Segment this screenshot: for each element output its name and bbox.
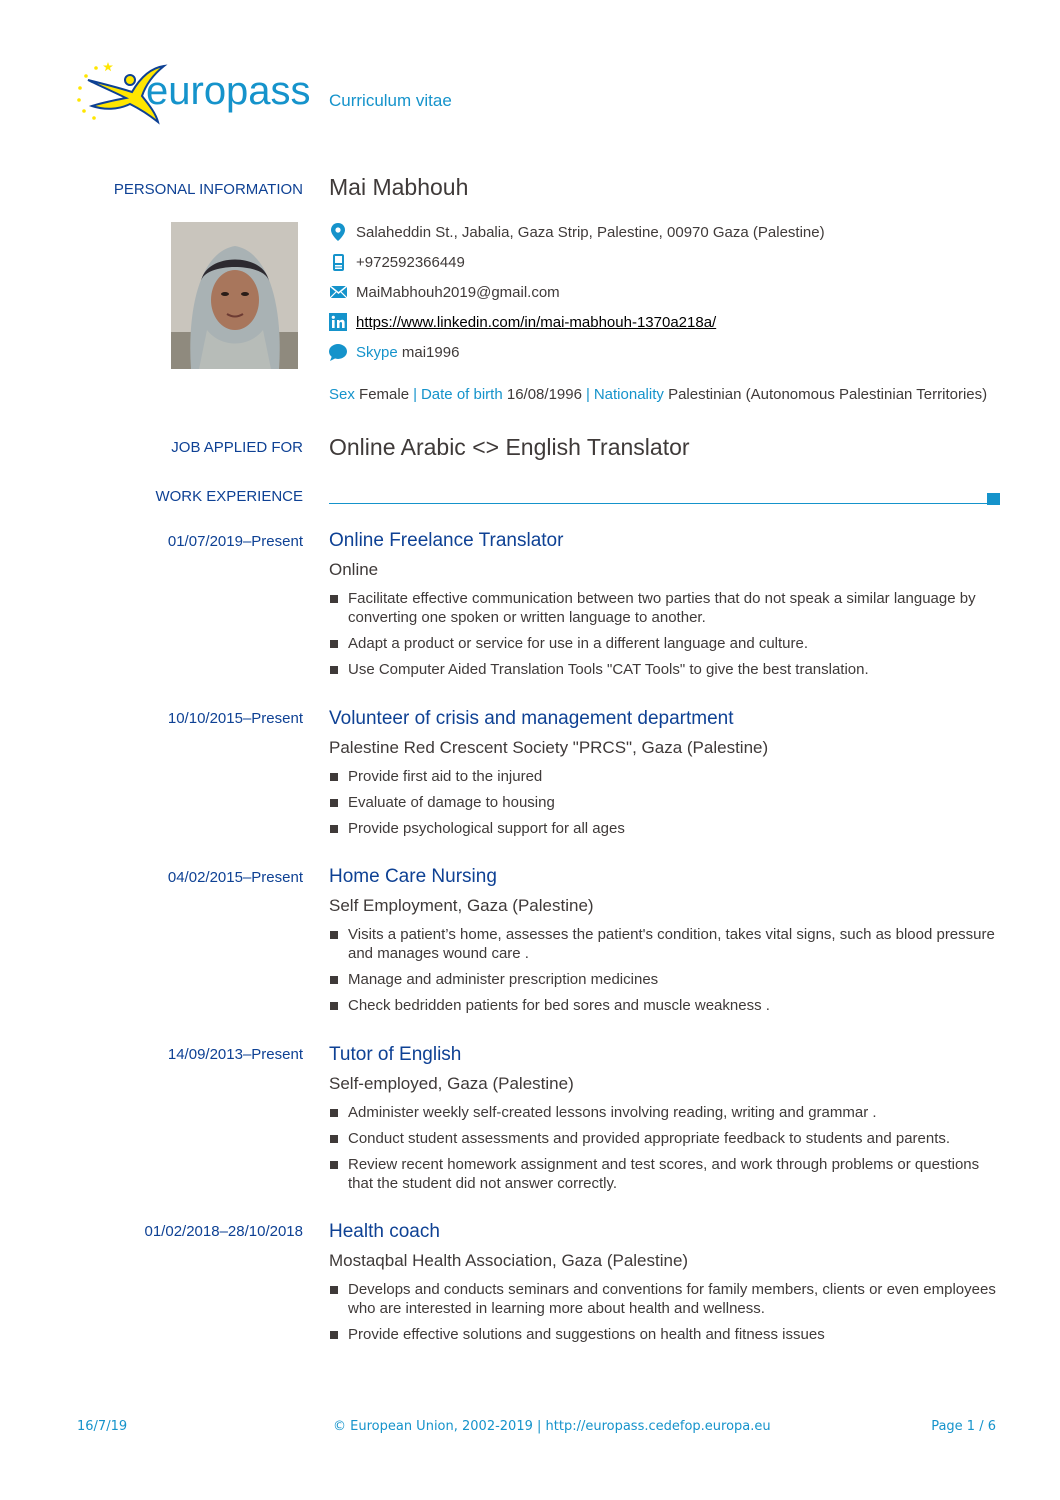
duty-item: Facilitate effective communication between two parties that do not speak a similar language by converting one spoken or written language to another. [329,589,999,627]
job-date: 14/09/2013–Present [167,1046,303,1063]
job-entry [329,1043,999,1200]
separator: | [585,386,590,403]
job-title: Tutor of English [329,1044,462,1065]
job-organisation: Self Employment, Gaza (Palestine) [329,896,594,915]
duty-item: Adapt a product or service for use in a different language and culture. [329,634,999,653]
duty-item: Conduct student assessments and provided appropriate feedback to students and parents. [329,1129,999,1148]
section-divider [329,503,987,504]
duty-item: Manage and administer prescription medicines [329,970,999,989]
europass-logo-icon [74,58,314,130]
job-title: Volunteer of crisis and management department [329,708,734,729]
job-title: Home Care Nursing [329,866,497,887]
work-experience-label: WORK EXPERIENCE [155,488,303,505]
section-divider-marker [987,493,1000,505]
profile-photo [171,222,298,369]
sex-label: Sex [329,386,355,403]
job-entry [329,865,999,1022]
footer-copyright[interactable]: © European Union, 2002-2019 | http://europass.cedefop.europa.eu [333,1419,771,1434]
duty-item: Check bedridden patients for bed sores and muscle weakness . [329,996,999,1015]
skype-icon [329,343,347,361]
job-duties [329,925,999,1015]
location-icon [329,223,347,241]
duty-item: Provide psychological support for all ages [329,819,999,838]
duty-item: Visits a patient’s home, assesses the patient's condition, takes vital signs, such as blood pressure and manages wound care . [329,925,999,963]
duty-item: Develops and conducts seminars and conventions for family members, clients or even employees who are interested in learning more about health and wellness. [329,1280,999,1318]
address-text: Salaheddin St., Jabalia, Gaza Strip, Palestine, 00970 Gaza (Palestine) [356,223,825,241]
nationality-label: Nationality [593,386,664,403]
personal-info-label: PERSONAL INFORMATION [113,181,303,198]
job-title: Health coach [329,1221,440,1242]
contact-linkedin [329,311,716,333]
duty-item: Administer weekly self-created lessons involving reading, writing and grammar . [329,1103,999,1122]
email-text: MaiMabhouh2019@gmail.com [356,283,560,301]
job-duties [329,1103,999,1193]
job-entry [329,529,999,686]
job-entry [329,707,999,845]
job-applied-label: JOB APPLIED FOR [171,439,303,456]
job-entry [329,1220,999,1351]
phone-text: +972592366449 [356,253,465,271]
sex-value: Female [359,386,410,403]
profile-photo-image [171,222,298,369]
duty-item: Evaluate of damage to housing [329,793,999,812]
europass-logo [74,58,314,130]
dob-label: Date of birth [420,386,503,403]
footer-date: 16/7/19 [77,1419,128,1434]
job-duties [329,767,999,838]
job-organisation: Mostaqbal Health Association, Gaza (Palestine) [329,1251,689,1270]
job-date: 01/02/2018–28/10/2018 [144,1223,303,1240]
person-name: Mai Mabhouh [329,174,469,200]
job-organisation: Online [329,560,379,579]
duty-item: Use Computer Aided Translation Tools "CAT Tools" to give the best translation. [329,660,999,679]
skype-label: Skype [356,343,398,361]
linkedin-link[interactable]: https://www.linkedin.com/in/mai-mabhouh-1370a218a/ [356,313,717,331]
job-duties [329,589,999,679]
linkedin-icon [329,313,347,331]
nationality-value: Palestinian (Autonomous Palestinian Territories) [668,386,988,403]
job-title: Online Freelance Translator [329,530,564,551]
job-organisation: Self-employed, Gaza (Palestine) [329,1074,574,1093]
personal-details-line [329,386,987,403]
job-date: 04/02/2015–Present [167,869,303,886]
contact-phone [329,251,465,273]
email-icon [329,283,347,301]
skype-id: mai1996 [401,343,460,361]
dob-value: 16/08/1996 [506,386,582,403]
mobile-phone-icon [329,253,347,271]
job-date: 01/07/2019–Present [167,533,303,550]
contact-email [329,281,560,303]
footer-page-number: Page 1 / 6 [931,1419,996,1434]
duty-item: Provide effective solutions and suggestions on health and fitness issues [329,1325,999,1344]
job-organisation: Palestine Red Crescent Society "PRCS", Gaza (Palestine) [329,738,769,757]
duty-item: Review recent homework assignment and test scores, and work through problems or questions that the student did not answer correctly. [329,1155,999,1193]
separator: | [413,386,417,403]
cv-title: Curriculum vitae [329,91,452,110]
job-duties [329,1280,999,1344]
duty-item: Provide first aid to the injured [329,767,999,786]
job-applied-value: Online Arabic <> English Translator [329,434,690,460]
job-date: 10/10/2015–Present [167,710,303,727]
logo-text: europass [146,69,311,113]
contact-address [329,221,825,243]
contact-skype [329,341,459,363]
